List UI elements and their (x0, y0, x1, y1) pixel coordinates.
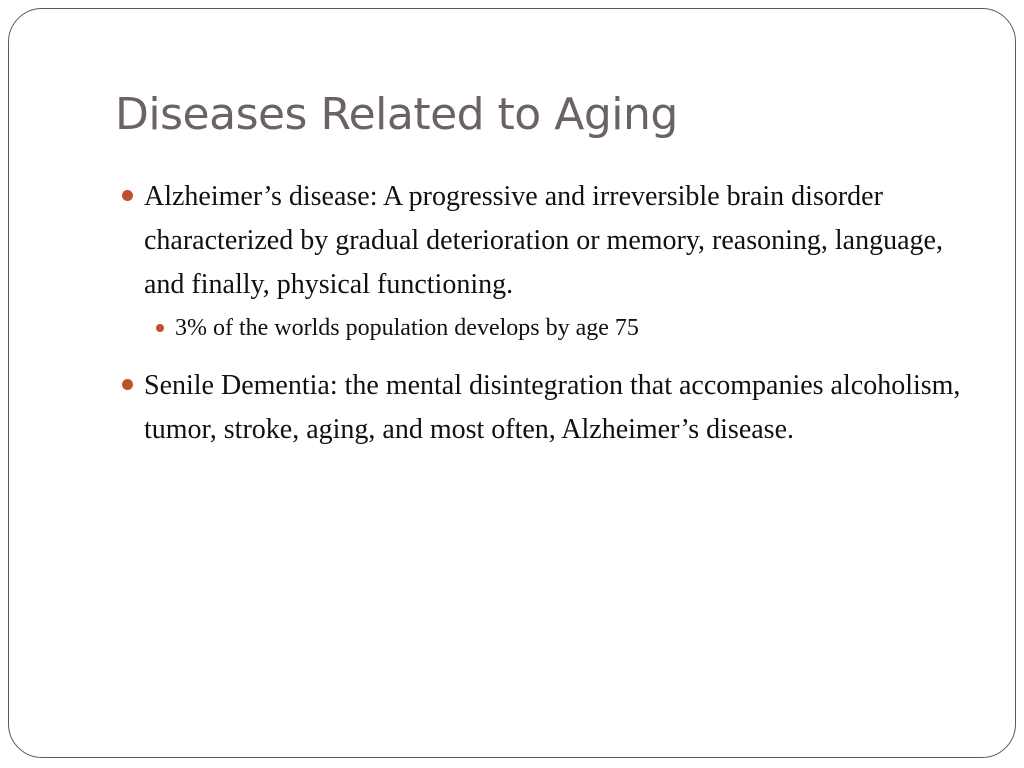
bullet-item-senile-dementia (144, 364, 980, 452)
bullet-dot-icon (122, 190, 133, 201)
slide-title: Diseases Related to Aging (115, 89, 678, 140)
sub-bullet-text: 3% of the worlds population develops by age 75 (175, 315, 639, 341)
bullet-dot-icon (156, 324, 164, 332)
bullet-item-alzheimers (144, 175, 980, 307)
slide (8, 8, 1016, 758)
sub-bullet-item-population (175, 312, 975, 344)
bullet-text: Alzheimer’s disease: A progressive and irreversible brain disorder characterized by gradual deterioration or memory, reasoning, language, and finally, physical functioning. (144, 181, 943, 300)
bullet-text: Senile Dementia: the mental disintegration that accompanies alcoholism, tumor, stroke, aging, and most often, Alzheimer’s disease. (144, 370, 961, 445)
bullet-list (9, 9, 1015, 757)
bullet-dot-icon (122, 379, 133, 390)
